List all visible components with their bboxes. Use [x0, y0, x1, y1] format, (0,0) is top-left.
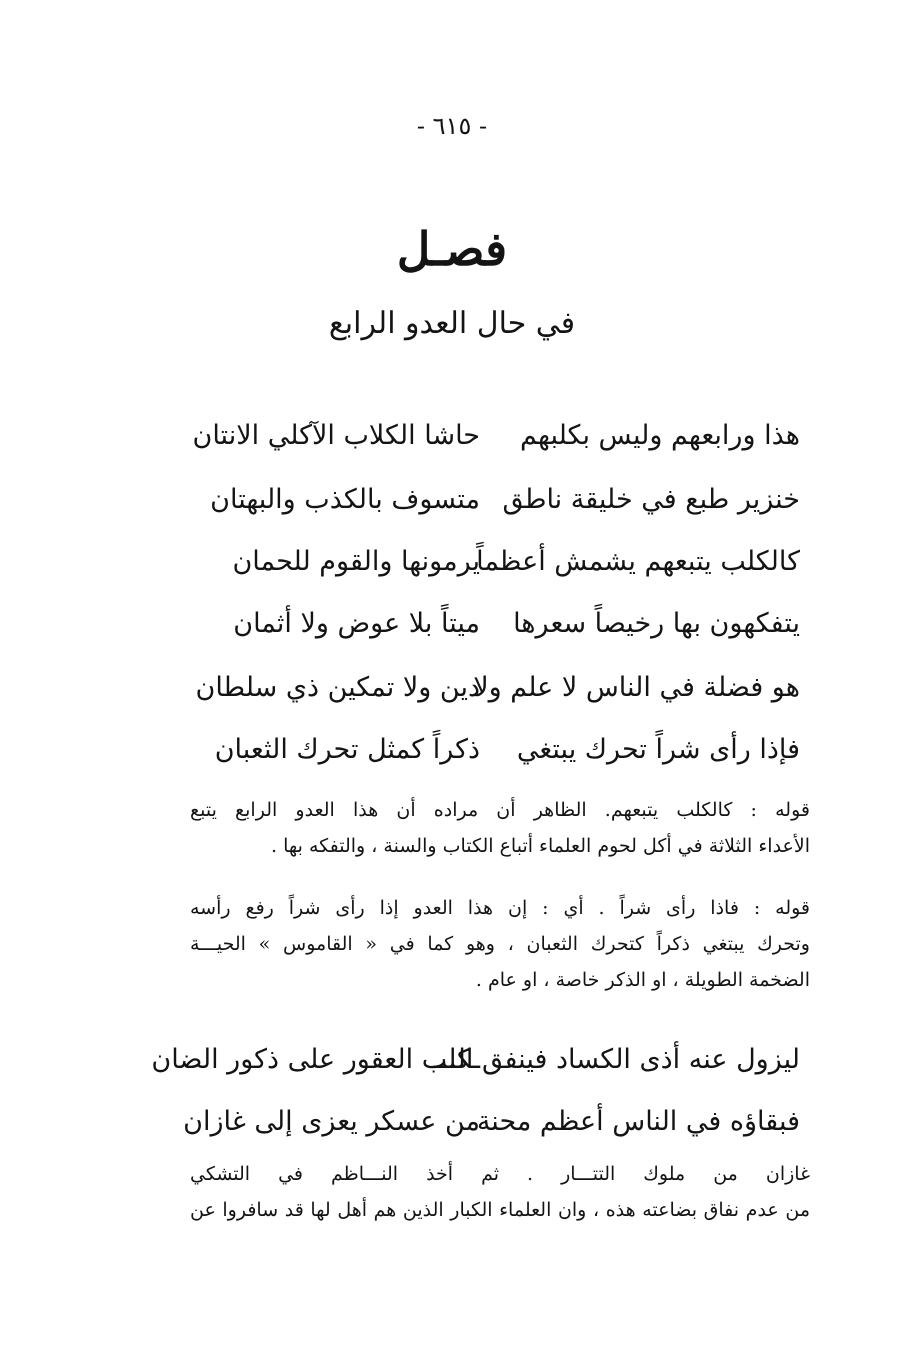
- verse-first-hemistich: ليزول عنه أذى الكساد فينفق الـــ: [433, 1044, 800, 1075]
- verse-second-hemistich: متسوف بالكذب والبهتان: [210, 484, 480, 515]
- page-number: - ٦١٥ -: [416, 112, 488, 140]
- note-line: الضخمة الطويلة ، او الذكر خاصة ، او عام .: [475, 969, 810, 991]
- verse-second-hemistich: دين ولا تمكين ذي سلطان: [195, 672, 480, 703]
- verse-line: [195, 672, 800, 724]
- verse-line: [200, 484, 800, 536]
- chapter-subheading: في حال العدو الرابع: [328, 306, 576, 341]
- verse-line: [192, 420, 800, 472]
- verse-line: [151, 1044, 800, 1096]
- verse-line: [200, 546, 800, 598]
- verse-line: [183, 1106, 800, 1158]
- commentary-note: [190, 1156, 810, 1228]
- verse-line: [200, 608, 800, 660]
- note-line: من عدم نفاق بضاعته هذه ، وان العلماء الكبار الذين هم أهل لها قد سافروا عن: [190, 1199, 810, 1221]
- commentary-note: [190, 890, 810, 998]
- verse-second-hemistich: يرمونها والقوم للحمان: [232, 546, 480, 577]
- note-line: غازان من ملوك التتـــار . ثم أخذ النـــاظم في التشكي: [190, 1163, 810, 1185]
- note-line: قوله : فاذا رأى شراً . أي : إن هذا العدو إذا رأى شراً رفع رأسه: [190, 897, 810, 919]
- chapter-heading: فصـل: [396, 222, 508, 276]
- verse-first-hemistich: هو فضلة في الناس لا علم ولا: [473, 672, 800, 703]
- note-line: وتحرك يبتغي ذكراً كتحرك الثعبان ، وهو كما في « القاموس » الحيـــة: [190, 933, 810, 955]
- verse-first-hemistich: يتفكهون بها رخيصاً سعرها: [513, 608, 800, 639]
- verse-second-hemistich: ميتاً بلا عوض ولا أثمان: [233, 608, 480, 639]
- verse-first-hemistich: فبقاؤه في الناس أعظم محنة: [476, 1106, 800, 1137]
- verse-first-hemistich: فإذا رأى شراً تحرك يبتغي: [516, 734, 800, 765]
- verse-first-hemistich: كالكلب يتبعهم يشمش أعظماً: [476, 546, 800, 577]
- verse-second-hemistich: حاشا الكلاب الآكلي الانتان: [192, 420, 480, 451]
- verse-line: [200, 734, 800, 786]
- commentary-note: [190, 792, 810, 864]
- verse-first-hemistich: خنزير طبع في خليقة ناطق: [502, 484, 800, 515]
- verse-second-hemistich: ذكراً كمثل تحرك الثعبان: [214, 734, 480, 765]
- verse-second-hemistich: من عسكر يعزى إلى غازان: [183, 1106, 480, 1137]
- note-line: قوله : كالكلب يتبعهم. الظاهر أن مراده أن هذا العدو الرابع يتبع: [190, 799, 810, 821]
- verse-second-hemistich: ـكلب العقور على ذكور الضان: [151, 1044, 480, 1075]
- verse-first-hemistich: هذا ورابعهم وليس بكلبهم: [520, 420, 800, 451]
- note-line: الأعداء الثلاثة في أكل لحوم العلماء أتباع الكتاب والسنة ، والتفكه بها .: [270, 835, 810, 857]
